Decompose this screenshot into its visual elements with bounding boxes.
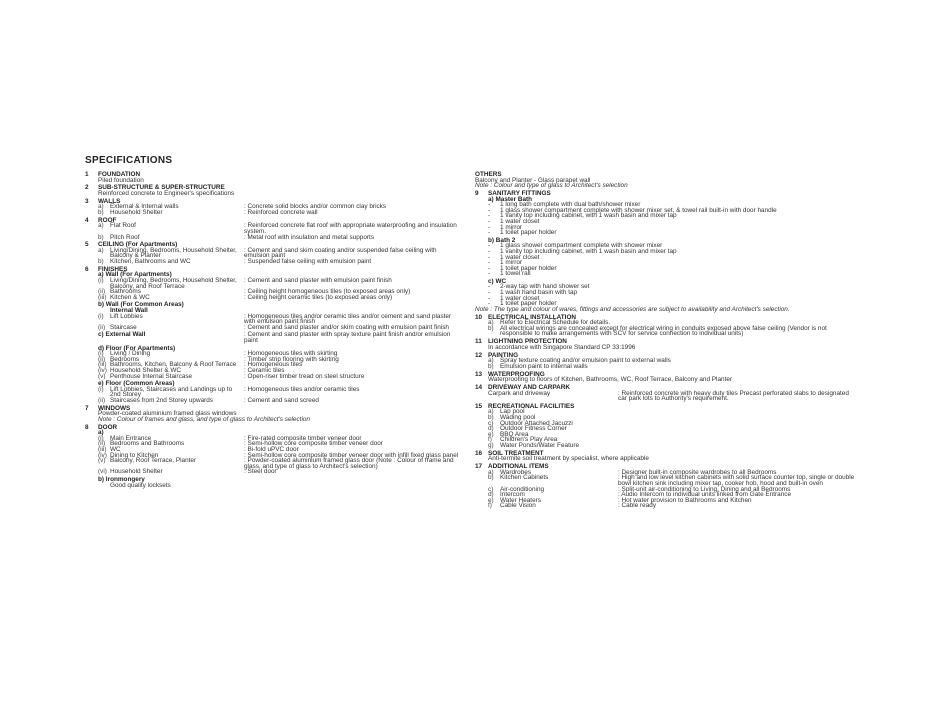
list-item: - 1 mirror: [488, 225, 855, 231]
item-label: Bedrooms and Bathrooms: [110, 440, 185, 448]
item-marker: (i): [98, 312, 104, 320]
item-label: Cable Vision: [500, 502, 536, 510]
list-item: - 1 glass shower compartment complete with shower mixer: [488, 243, 855, 249]
item-marker: b): [488, 362, 494, 370]
subsection-title: c) External Wall: [98, 331, 146, 339]
section-title: SOIL TREATMENT: [488, 449, 544, 457]
spec-item: [488, 391, 855, 402]
item-label: Air-conditioning: [500, 485, 545, 493]
list-item-text: Children's Play Area: [500, 436, 558, 444]
section-number: 14: [475, 383, 483, 391]
subsection-title: b) Ironmongery: [98, 476, 145, 483]
list-item: - 1 water closet: [488, 255, 855, 261]
item-marker: a): [488, 319, 494, 327]
section-text: In accordance with Singapore Standard CP 33:1996: [488, 343, 636, 351]
list-item-text: 2-way tap with hand shower set: [500, 283, 590, 291]
section-finishes: [85, 267, 463, 404]
item-label: Balcony, Roof Terrace, Planter: [110, 457, 197, 465]
list-item-text: 1 glass shower compartment complete with shower mixer: [500, 242, 663, 250]
item-marker: f): [488, 502, 492, 510]
section-title: OTHERS: [475, 171, 502, 178]
section-title: LIGHTNING PROTECTION: [488, 338, 567, 346]
list-item-text: 1 toilet paper holder: [500, 264, 557, 272]
item-value: : Bi-fold uPVC door: [244, 446, 299, 454]
item-label: Lift Lobbies: [110, 312, 143, 320]
list-item-text: 1 vanity top including cabinet, with 1 wash basin and mixer tap: [500, 212, 677, 220]
spec-item: [98, 223, 463, 234]
item-value: : Cement and sand plaster and/or skim coating with emulsion paint finish: [244, 323, 449, 331]
item-marker: b): [98, 233, 104, 241]
item-label: Bathrooms: [110, 288, 141, 296]
section-title: ADDITIONAL ITEMS: [488, 463, 549, 471]
subsection-title: e) Floor (Common Areas): [98, 380, 175, 388]
list-item: - 1 water closet: [488, 296, 855, 302]
item-marker: (iii): [98, 293, 107, 301]
section-title: DRIVEWAY AND CARPARK: [488, 383, 571, 391]
subsection-marker: a): [98, 429, 104, 437]
item-label: Kitchen Cabinets: [500, 474, 549, 482]
item-value: : High and low level kitchen cabinets with solid surface counter top, single or double bowl kitchen sink including mixer tap, cooker hob, hood and built-in oven: [618, 474, 855, 487]
section-number: 11: [475, 338, 482, 346]
page-title: SPECIFICATIONS: [85, 155, 173, 166]
list-item: - 1 glass shower compartment complete with shower mixer set, & towel rail built-in with door handle: [488, 208, 855, 214]
section-substructure: [85, 185, 463, 196]
section-driveway: [475, 385, 855, 402]
item-marker: a): [98, 203, 104, 211]
item-value: : Ceiling height homogeneous tiles (to exposed areas only): [244, 288, 411, 296]
subsection-title: a) Wall (For Apartments): [98, 271, 172, 279]
item-value: : Reinforced concrete wall: [244, 208, 318, 216]
list-item-text: 1 mirror: [500, 223, 523, 231]
item-label: Lift Lobbies, Staircases and Landings up to 2nd Storey: [110, 385, 233, 399]
section-soil: [475, 451, 855, 462]
item-marker: a): [98, 222, 104, 230]
spec-item: [98, 332, 463, 343]
section-title: RECREATIONAL FACILITIES: [488, 402, 575, 410]
spec-item: [98, 295, 463, 301]
list-item: [488, 443, 855, 449]
item-value: : Hot water provision to Bathrooms and Kitchen: [618, 496, 752, 504]
section-text: Piled foundation: [98, 176, 144, 184]
section-number: 7: [85, 404, 89, 412]
section-title: PAINTING: [488, 351, 519, 359]
spec-item: [98, 259, 463, 265]
item-marker: e): [488, 496, 494, 504]
item-value: : Homogeneous tiles and/or ceramic tiles: [244, 385, 360, 393]
item-value: : Fire-rated composite timber veneer door: [244, 434, 362, 442]
left-column: [85, 172, 463, 490]
list-item-text: 1 water closet: [500, 217, 540, 225]
list-item: - 1 toilet paper holder: [488, 266, 855, 272]
section-text: Powder-coated aluminium framed glass windows: [98, 410, 237, 418]
list-item-text: 1 water closet: [500, 294, 540, 302]
item-label: Living/Dining, Bedrooms, Household Shelter, Balcony, and Roof Terrace: [110, 277, 237, 290]
item-label: Wardrobes: [500, 468, 532, 476]
section-note: Note : Colour and type of glass to Architect's selection: [475, 182, 628, 190]
item-marker: a): [488, 468, 494, 476]
spec-item: [488, 503, 855, 509]
section-note: Note : Colour of frames and glass, and type of glass to Architect's selection: [98, 415, 310, 423]
list-item: - 1 mirror: [488, 260, 855, 266]
list-item: - 2-way tap with hand shower set: [488, 284, 855, 290]
list-item-text: Wading pool: [500, 414, 536, 422]
item-value: : Reinforced concrete with heavy duty tiles Precast perforated slabs to designated car park lots to Authority's requirement.: [618, 389, 849, 403]
item-value: : Homogeneous tiles with skirting: [244, 350, 338, 358]
section-number: 4: [85, 216, 89, 224]
item-value: : Reinforced concrete flat roof with appropriate waterproofing and insulation system.: [244, 222, 457, 235]
item-value: : Steel door: [244, 468, 277, 476]
list-item-text: 1 toilet paper holder: [500, 229, 557, 237]
item-marker: (iv): [98, 451, 107, 459]
item-marker: b): [488, 324, 494, 332]
subsection-title: b) Bath 2: [488, 236, 516, 244]
section-title: CEILING (For Apartments): [98, 241, 178, 249]
item-marker: a): [488, 357, 494, 365]
item-value: : Suspended false ceiling with emulsion paint: [244, 258, 372, 266]
spec-item: [488, 475, 855, 486]
item-marker: (i): [98, 350, 104, 358]
item-value: : Timber strip flooring with skirting: [244, 355, 339, 363]
item-marker: b): [98, 208, 104, 216]
item-value: : Open-riser timber tread on steel structure: [244, 372, 365, 380]
section-number: 12: [475, 351, 483, 359]
item-marker: (v): [98, 372, 106, 380]
section-text: Good quality locksets: [110, 481, 171, 489]
item-marker: (i): [98, 277, 104, 285]
section-text: Balcony and Planter - Glass parapet wall: [475, 176, 591, 184]
item-marker: a): [98, 246, 104, 254]
list-item-text: 1 wash hand basin with tap: [500, 289, 578, 297]
item-marker: (ii): [98, 288, 106, 296]
item-marker: c): [488, 419, 494, 427]
list-item-text: 1 toilet paper holder: [500, 300, 557, 308]
spec-item: [98, 398, 463, 404]
section-waterproofing: [475, 372, 855, 383]
section-number: 5: [85, 241, 89, 249]
item-label: Household Shelter & WC: [110, 366, 182, 374]
item-label: Staircase: [110, 323, 137, 331]
section-windows: [85, 406, 463, 423]
list-item-text: 1 water closet: [500, 253, 540, 261]
item-label: Pitch Roof: [110, 233, 140, 241]
section-ceiling: [85, 242, 463, 264]
item-value: : Ceiling height ceramic tiles (to exposed areas only): [244, 293, 393, 301]
item-value: : Semi-hollow core composite timber veneer door with infill fixed glass panel: [244, 451, 459, 459]
item-marker: (v): [98, 457, 106, 465]
item-marker: f): [488, 436, 492, 444]
section-title: FOUNDATION: [98, 171, 141, 178]
section-note: Note : The type and colour of wares, fittings and accessories are subject to availability and Architect's selection.: [475, 305, 790, 313]
item-marker: (ii): [98, 440, 106, 448]
item-value: : Ceramic tiles: [244, 366, 285, 374]
section-door: [85, 425, 463, 489]
list-item: [488, 326, 855, 337]
item-label: Household Shelter: [110, 208, 163, 216]
item-label: Bathrooms, Kitchen, Balcony & Roof Terrace: [110, 361, 237, 369]
section-text: Waterproofing to floors of Kitchen, Bathrooms, WC, Roof Terrace, Balcony and Planter: [488, 376, 733, 384]
list-item-text: All electrical wirings are concealed except for electrical wiring in conduits exposed above false ceiling (Vendor is not responsible to make arrangements with SCV for service connection to individual units): [500, 324, 827, 338]
item-marker: g): [488, 442, 494, 450]
right-column: [475, 172, 855, 511]
subsection-subtitle: Internal Wall: [110, 307, 148, 314]
section-foundation: [85, 172, 463, 183]
section-title: SANITARY FITTINGS: [488, 189, 551, 197]
item-label: Bedrooms: [110, 355, 140, 363]
spec-item: [98, 469, 463, 475]
item-value: : Concrete solid blocks and/or common clay bricks: [244, 203, 387, 211]
section-roof: [85, 218, 463, 240]
item-marker: (ii): [98, 396, 106, 404]
subsection-title: a) Master Bath: [488, 195, 533, 203]
list-item-text: 1 long bath complete with dual bath/shower mixer: [500, 201, 641, 209]
item-label: Kitchen & WC: [110, 293, 150, 301]
item-marker: (iv): [98, 366, 107, 374]
item-marker: (vi): [98, 468, 107, 476]
spec-item: [98, 325, 463, 331]
section-text: Reinforced concrete to Engineer's specifications: [98, 189, 235, 197]
item-marker: (iii): [98, 361, 107, 369]
item-label: Carpark and driveway: [488, 389, 551, 397]
section-title: ROOF: [98, 216, 117, 224]
section-recreational: [475, 404, 855, 449]
item-label: Staircases from 2nd Storey upwards: [110, 396, 214, 404]
item-marker: a): [488, 408, 494, 416]
list-item-text: 1 towel rail: [500, 270, 531, 278]
section-title: DOOR: [98, 423, 118, 431]
item-value: : Semi-hollow core composite timber veneer door: [244, 440, 383, 448]
list-item-text: Emulsion paint to internal walls: [500, 362, 588, 370]
item-marker: (i): [98, 434, 104, 442]
section-additional: [475, 464, 855, 509]
list-item: - 1 toilet paper holder: [488, 230, 855, 236]
item-marker: e): [488, 430, 494, 438]
item-marker: (iii): [98, 446, 107, 454]
item-value: : Cement and sand skim coating and/or suspended false ceiling with emulsion paint: [244, 246, 437, 260]
section-painting: [475, 353, 855, 370]
item-label: Intercom: [500, 491, 525, 499]
list-item-text: Refer to Electrical Schedule for details.: [500, 319, 611, 327]
section-title: FINISHES: [98, 265, 128, 273]
item-label: Penthouse Internal Staircase: [110, 372, 193, 380]
item-marker: d): [488, 491, 494, 499]
item-label: Flat Roof: [110, 222, 136, 230]
section-number: 15: [475, 402, 483, 410]
item-value: : Metal roof with insulation and metal supports: [244, 233, 375, 241]
section-number: 1: [85, 171, 89, 178]
list-item-text: 1 glass shower compartment complete with shower mixer set, & towel rail built-in with door handle: [500, 206, 777, 214]
section-number: 2: [85, 184, 89, 192]
item-label: Dining to Kitchen: [110, 451, 159, 459]
item-label: External & Internal walls: [110, 203, 179, 211]
item-value: : Powder-coated aluminium framed glass door (Note : Colour of frame and glass, and type of glass to Architect's selection): [244, 457, 454, 470]
subsection-title: b) Wall (For Common Areas): [98, 301, 184, 309]
item-value: : Homogeneous tiles: [244, 361, 303, 369]
section-number: 3: [85, 197, 89, 205]
item-marker: (ii): [98, 323, 106, 331]
item-value: : Homogeneous tiles and/or ceramic tiles and/or cement and sand plaster with emulsion paint finish: [244, 312, 452, 326]
item-value: : Cement and sand plaster with emulsion paint finish: [244, 277, 392, 285]
spec-item: [98, 235, 463, 241]
section-lightning: [475, 339, 855, 350]
spec-item: [98, 374, 463, 380]
section-number: 17: [475, 463, 483, 471]
list-item: - 1 towel rail: [488, 271, 855, 277]
subsection-title: c) WC: [488, 277, 507, 285]
item-value: : Designer built-in composite wardrobes to all Bedrooms: [618, 468, 777, 476]
item-value: : Split-unit air-conditioning to Living, Dining and all Bedrooms: [618, 485, 791, 493]
section-text: Anti-termite soil treatment by specialist, where applicable: [488, 455, 649, 463]
section-title: SUB-STRUCTURE & SUPER-STRUCTURE: [98, 184, 225, 192]
item-label: WC: [110, 446, 121, 454]
item-marker: d): [488, 425, 494, 433]
item-marker: b): [98, 258, 104, 266]
item-marker: b): [488, 414, 494, 422]
list-item-text: Spray texture coating and/or emulsion paint to external walls: [500, 357, 671, 365]
list-item-text: Lap pool: [500, 408, 525, 416]
list-item-text: Outdoor Attached Jacuzzi: [500, 419, 573, 427]
item-marker: (ii): [98, 355, 106, 363]
list-item-text: Outdoor Fitness Corner: [500, 425, 567, 433]
section-title: WATERPROOFING: [488, 370, 545, 378]
item-label: Kitchen, Bathrooms and WC: [110, 258, 191, 266]
section-title: WINDOWS: [98, 404, 131, 412]
list-item: - 1 vanity top including cabinet, with 1 wash basin and mixer tap: [488, 213, 855, 219]
list-item-text: 1 mirror: [500, 259, 523, 267]
item-value: : Cement and sand screed: [244, 396, 319, 404]
item-marker: (i): [98, 385, 104, 393]
subsection-title: d) Floor (For Apartments): [98, 344, 176, 352]
list-item: - 1 water closet: [488, 219, 855, 225]
section-number: 8: [85, 423, 89, 431]
section-walls: [85, 199, 463, 216]
section-number: 13: [475, 370, 483, 378]
list-item: [488, 364, 855, 370]
item-marker: c): [488, 485, 494, 493]
spec-item: [98, 210, 463, 216]
section-sanitary: [475, 191, 855, 312]
list-item: - 1 long bath complete with dual bath/shower mixer: [488, 202, 855, 208]
section-number: 6: [85, 265, 89, 273]
section-others: [475, 172, 855, 189]
list-item: - 1 toilet paper holder: [488, 301, 855, 307]
item-value: : Cement and sand plaster with spray texture paint finish and/or emulsion paint: [244, 331, 451, 344]
section-title: WALLS: [98, 197, 121, 205]
list-item-text: Water Ponds/Water Feature: [500, 442, 580, 450]
list-item-text: BBQ Area: [500, 430, 529, 438]
item-value: : Audio Intercom to individual units linked from Gate Entrance: [618, 491, 791, 499]
item-value: : Cable ready: [618, 502, 657, 510]
item-label: Living / Dining: [110, 350, 151, 358]
item-label: Main Entrance: [110, 434, 152, 442]
item-label: Living/Dining, Bedrooms, Household Shelter, Balcony & Planter: [110, 246, 237, 260]
item-label: Household Shelter: [110, 468, 163, 476]
section-electrical: [475, 315, 855, 337]
list-item: - 1 wash hand basin with tap: [488, 290, 855, 296]
item-marker: b): [488, 474, 494, 482]
section-title: ELECTRICAL INSTALLATION: [488, 313, 577, 321]
list-item: - 1 vanity top including cabinet, with 1 wash basin and mixer tap: [488, 249, 855, 255]
list-item-text: 1 vanity top including cabinet, with 1 wash basin and mixer tap: [500, 247, 677, 255]
item-label: Water Heaters: [500, 496, 541, 504]
section-number: 10: [475, 313, 483, 321]
section-number: 9: [475, 189, 479, 197]
section-number: 16: [475, 449, 483, 457]
